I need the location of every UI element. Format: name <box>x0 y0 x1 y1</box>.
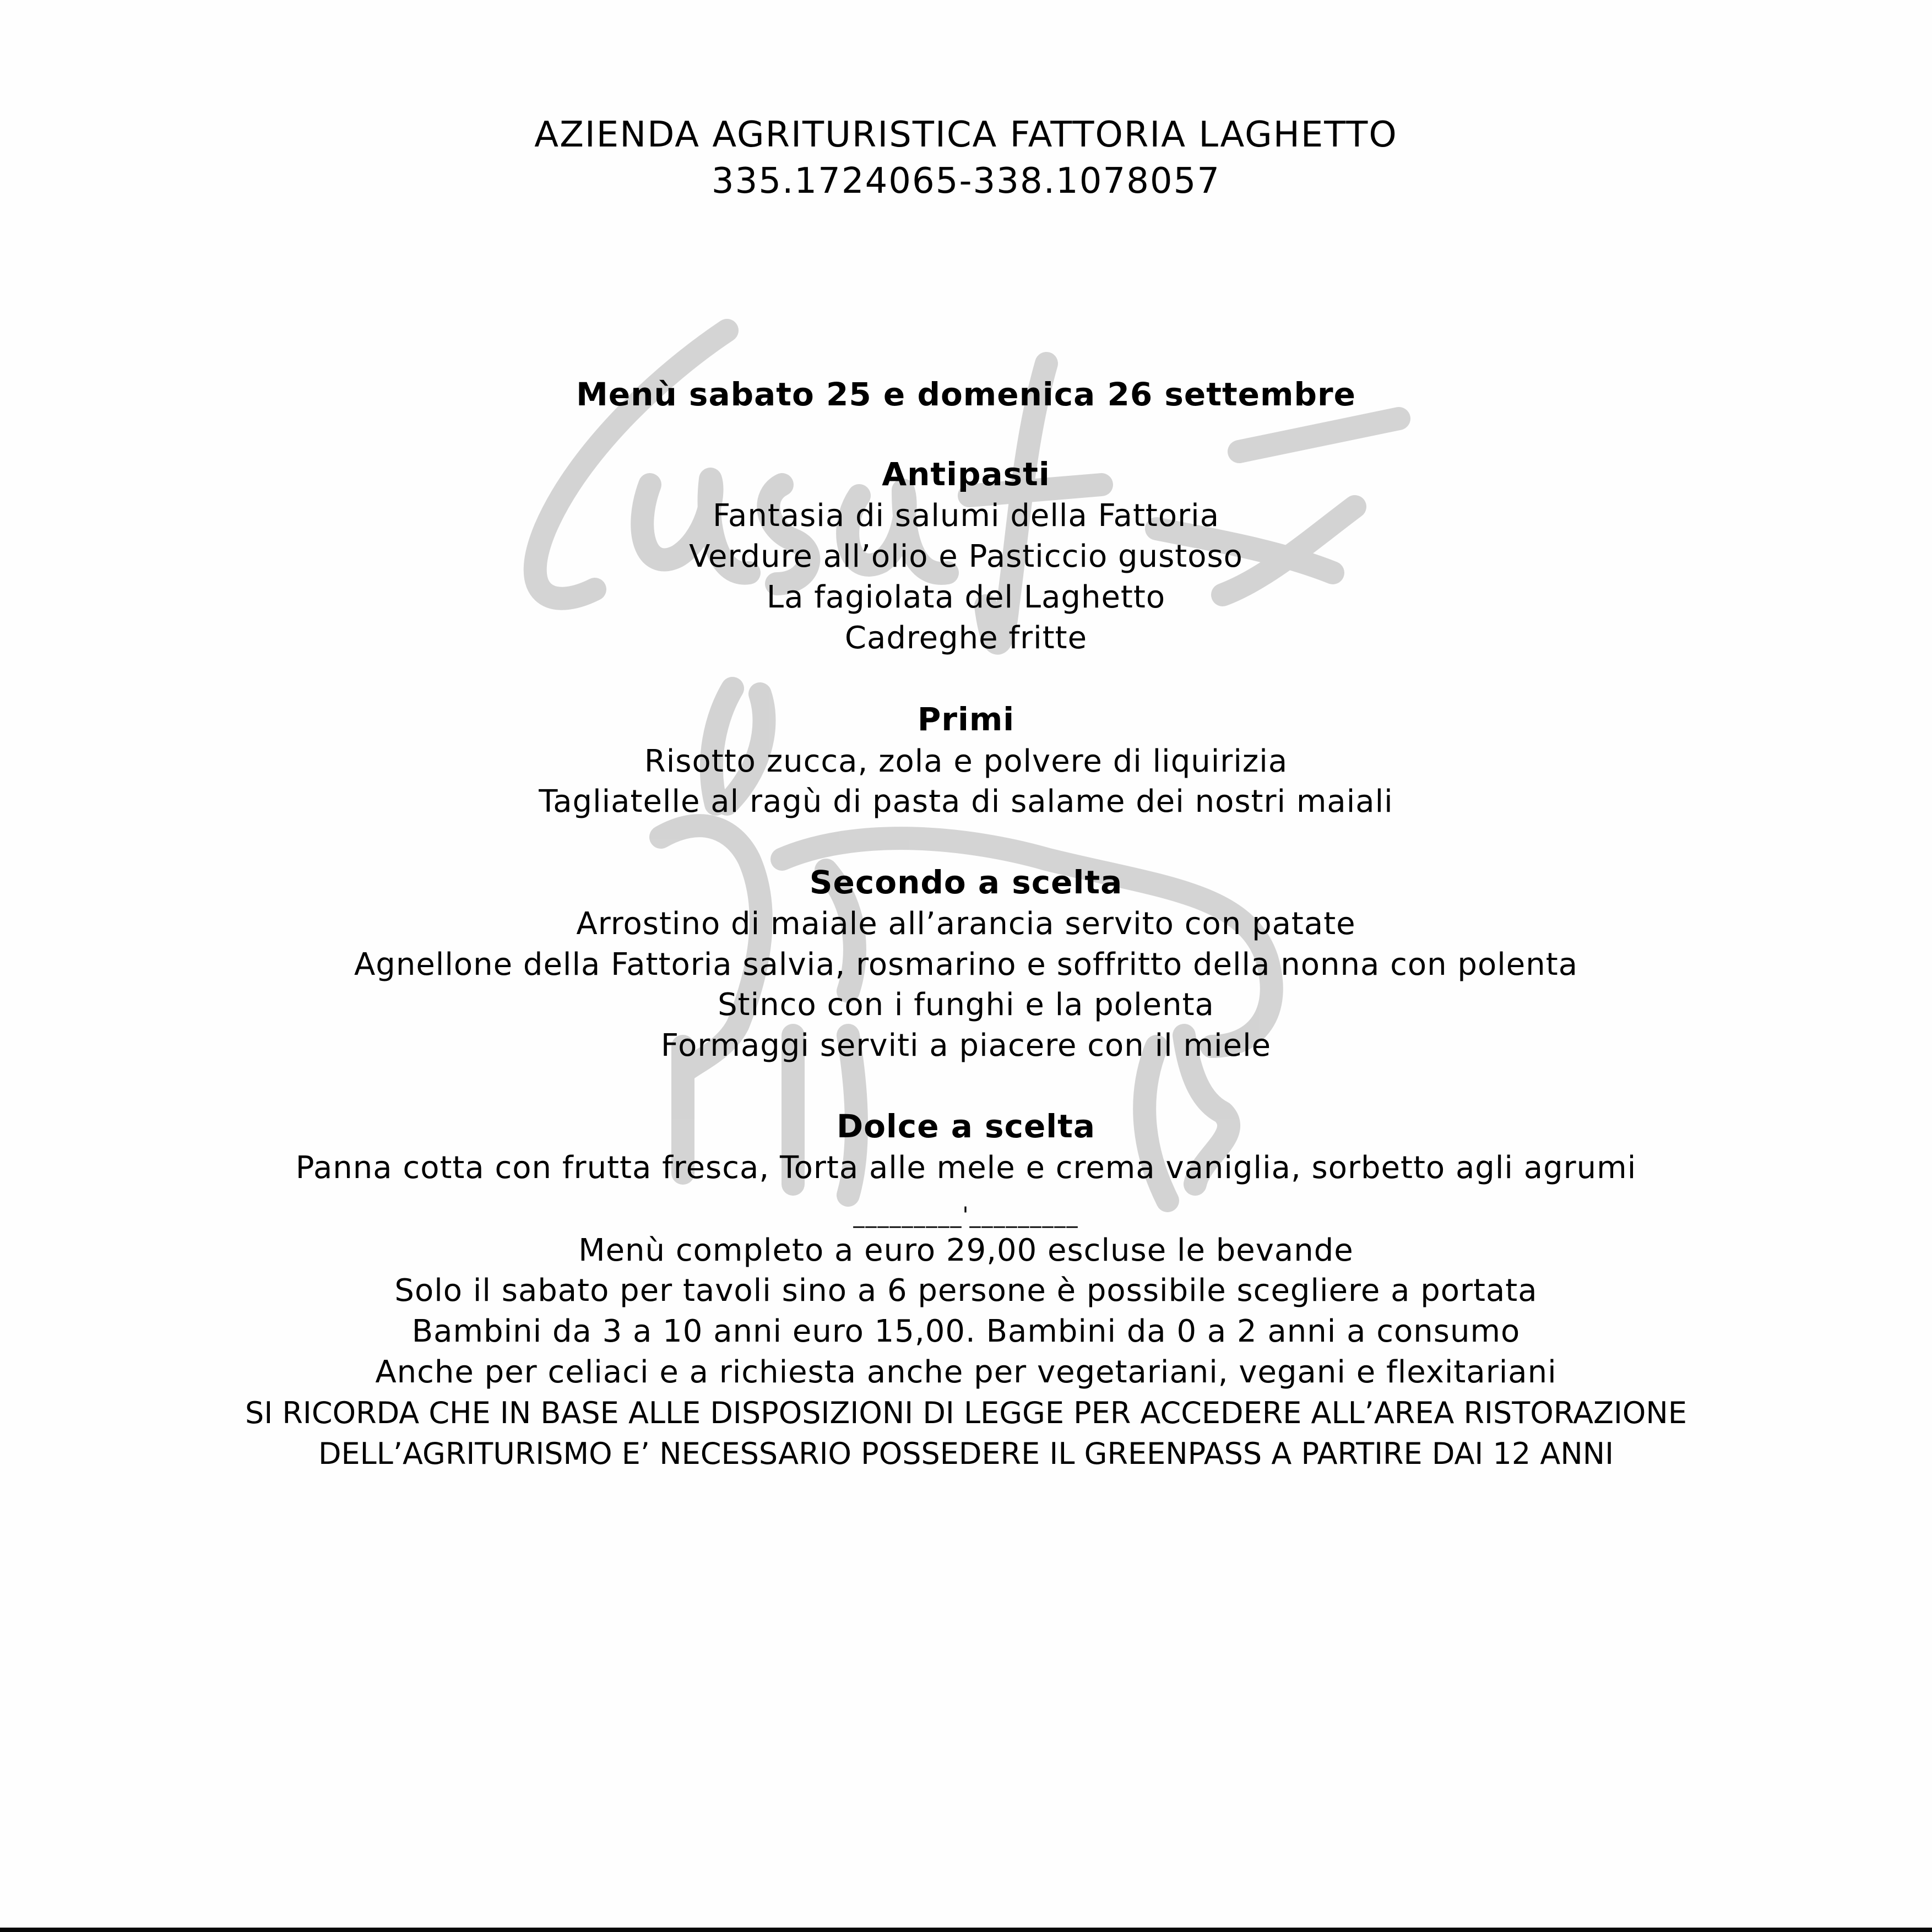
phone-numbers: 335.1724065-338.1078057 <box>711 161 1221 202</box>
menu-item: Panna cotta con frutta fresca, Torta alle mele e crema vaniglia, sorbetto agli agrumi <box>295 1150 1637 1186</box>
menu-item: Agnellone della Fattoria salvia, rosmarino e soffritto della nonna con polenta <box>354 947 1578 983</box>
note-greenpass-2: DELL’AGRITURISMO E’ NECESSARIO POSSEDERE IL GREENPASS A PARTIRE DAI 12 ANNI <box>318 1436 1614 1471</box>
menu-item: Tagliatelle al ragù di pasta di salame dei nostri maiali <box>539 784 1393 820</box>
menu-title: Menù sabato 25 e domenica 26 settembre <box>576 376 1356 413</box>
note-price: Menù completo a euro 29,00 escluse le bevande <box>578 1233 1354 1268</box>
business-name: AZIENDA AGRITURISTICA FATTORIA LAGHETTO <box>534 115 1398 155</box>
menu-item: Cadreghe fritte <box>844 620 1088 656</box>
section-heading-dolce: Dolce a scelta <box>836 1108 1096 1145</box>
section-heading-antipasti: Antipasti <box>882 455 1050 493</box>
menu-item: Formaggi serviti a piacere con il miele <box>660 1028 1272 1063</box>
section-heading-secondo: Secondo a scelta <box>809 864 1123 901</box>
note-dietary: Anche per celiaci e a richiesta anche per vegetariani, vegani e flexitariani <box>375 1354 1557 1390</box>
menu-item: Arrostino di maiale all’arancia servito con patate <box>576 906 1356 942</box>
menu-item: La fagiolata del Laghetto <box>766 579 1166 615</box>
menu-item: Fantasia di salumi della Fattoria <box>712 498 1220 534</box>
note-greenpass-1: SI RICORDA CHE IN BASE ALLE DISPOSIZIONI DI LEGGE PER ACCEDERE ALL’AREA RISTORAZIONE <box>245 1396 1687 1430</box>
menu-item: Verdure all’olio e Pasticcio gustoso <box>689 539 1243 574</box>
menu-item: Stinco con i funghi e la polenta <box>718 987 1214 1023</box>
section-heading-primi: Primi <box>917 701 1015 738</box>
note-children: Bambini da 3 a 10 anni euro 15,00. Bambini da 0 a 2 anni a consumo <box>411 1314 1521 1349</box>
note-saturday: Solo il sabato per tavoli sino a 6 persone è possibile scegliere a portata <box>394 1273 1538 1309</box>
bottom-border <box>0 1928 1932 1932</box>
separator: _________'_________ <box>853 1203 1079 1228</box>
menu-item: Risotto zucca, zola e polvere di liquirizia <box>644 744 1288 779</box>
